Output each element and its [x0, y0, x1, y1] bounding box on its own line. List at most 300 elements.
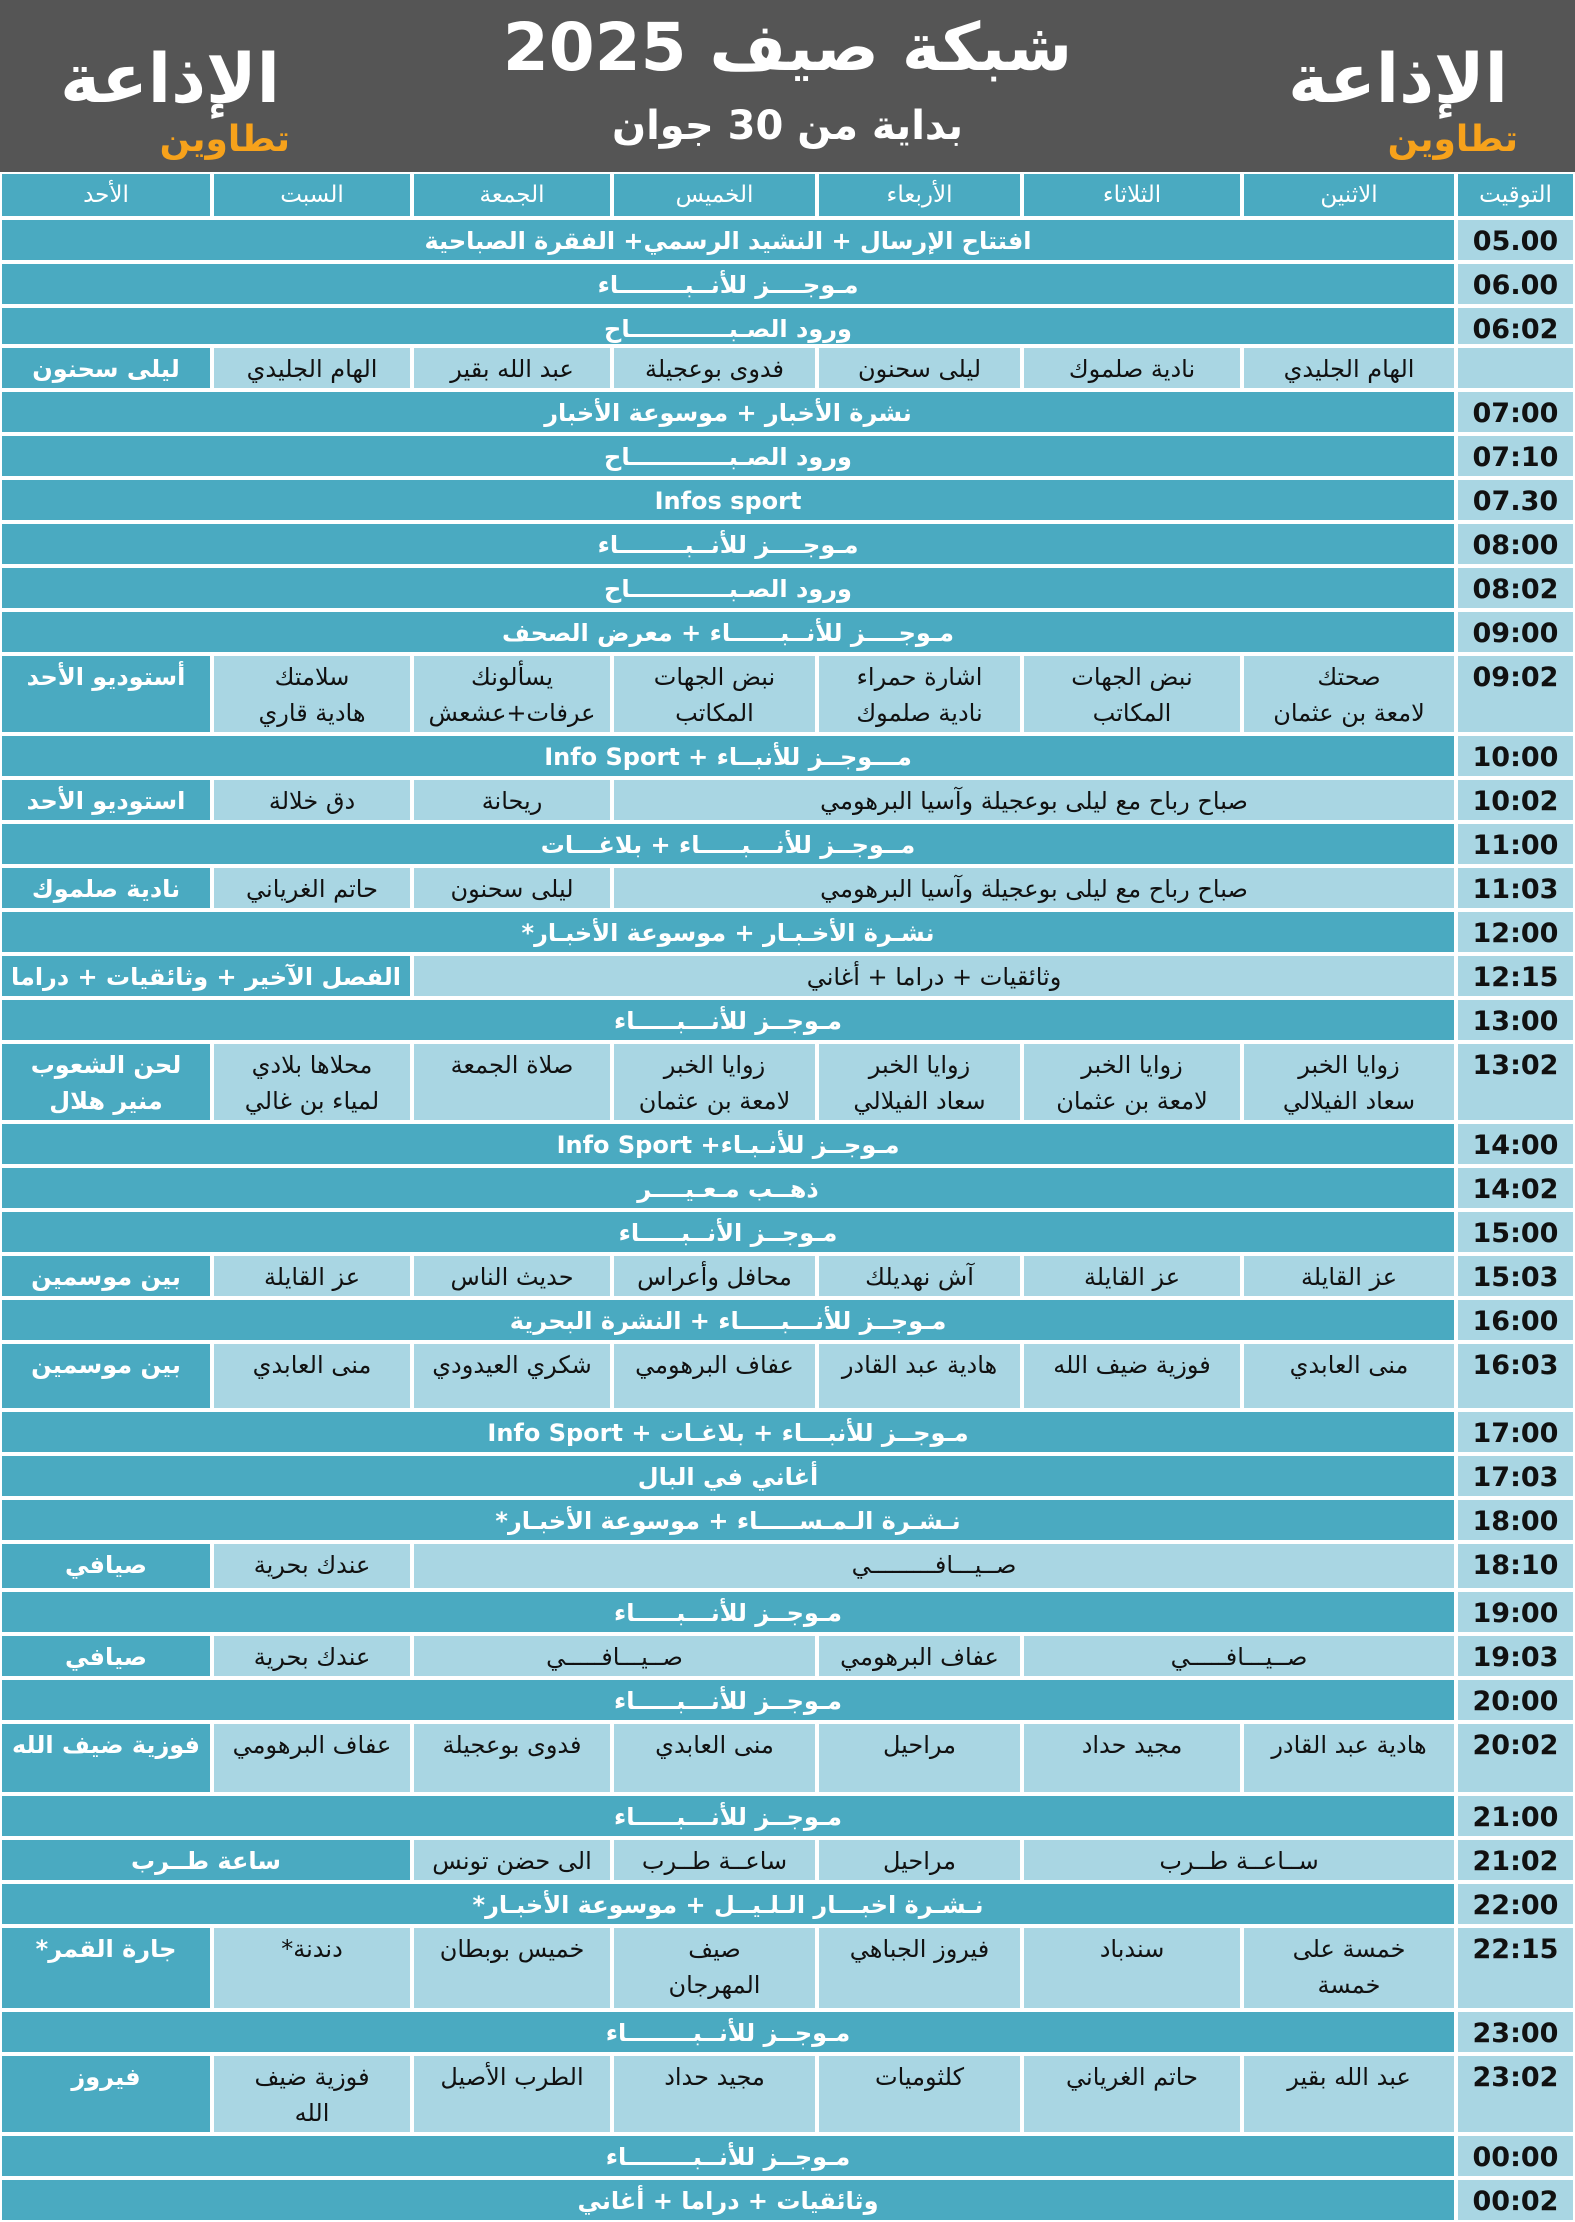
time-label: 10:02 — [1472, 786, 1559, 817]
cell-text-line: لامعة بن عثمان — [1273, 699, 1425, 727]
time-slot — [1456, 778, 1575, 822]
cell-text-line: الله — [294, 2099, 330, 2127]
logo-main-text: الإذاعة — [60, 40, 280, 119]
time-slot — [1456, 390, 1575, 434]
cell-text-line: فوزية ضيف — [254, 2063, 370, 2091]
cell-text-line: سندباد — [1099, 1935, 1165, 1963]
cell-text-line: سعاد الفيلالي — [853, 1087, 986, 1115]
program-cell — [412, 1634, 817, 1678]
cell-text-line: حديث الناس — [450, 1263, 574, 1291]
page-subtitle: بداية من 30 جوان — [611, 103, 964, 149]
program-cell — [0, 866, 212, 910]
cell-text-line: استوديو الأحد — [26, 787, 186, 815]
time-label: 14:02 — [1472, 1174, 1559, 1205]
radio-logo-right — [1268, 40, 1528, 160]
cell-text-line: فوزية ضيف الله — [12, 1731, 201, 1759]
program-cell — [1022, 1634, 1456, 1678]
cell-text-line: فدوى بوعجيلة — [644, 355, 785, 383]
program-cell — [0, 306, 1456, 346]
time-label: 17:00 — [1472, 1418, 1559, 1449]
program-cell — [612, 1042, 817, 1122]
cell-text-line: مـوجــز للأنـــبـــــاء — [613, 1687, 843, 1715]
cell-text-line: مراحيل — [882, 1731, 957, 1759]
cell-text-line: الى حضن تونس — [432, 1847, 592, 1875]
cell-text-line: لمياء بن غالي — [244, 1087, 380, 1115]
cell-text-line: صباح رباح مع ليلى بوعجيلة وآسيا البرهومي — [820, 787, 1248, 815]
cell-text-line: سعاد الفيلالي — [1282, 1087, 1416, 1115]
time-slot — [1456, 478, 1575, 522]
time-label: 11:00 — [1472, 830, 1559, 861]
program-cell — [1242, 1926, 1456, 2010]
program-cell — [0, 2178, 1456, 2222]
cell-text-line: دندنة* — [281, 1935, 343, 1963]
time-slot — [1456, 1926, 1575, 2010]
cell-text-line: عفاف البرهومي — [840, 1643, 999, 1671]
program-cell — [412, 1254, 612, 1298]
cell-text-line: مـوجــز الأنــبـــــاء — [618, 1219, 838, 1247]
program-cell — [0, 1838, 412, 1882]
column-header-time — [1456, 172, 1575, 218]
program-cell — [817, 1342, 1022, 1410]
program-cell — [0, 1926, 212, 2010]
cell-text-line: آش نهديلك — [865, 1263, 974, 1291]
program-cell — [0, 654, 212, 734]
program-cell — [817, 1042, 1022, 1122]
program-cell — [0, 822, 1456, 866]
time-slot — [1456, 1254, 1575, 1298]
time-label: 07:10 — [1472, 442, 1559, 473]
cell-text-line: عندك بحرية — [253, 1643, 371, 1671]
program-cell — [412, 866, 612, 910]
logo-sub-text: تطاوين — [1387, 119, 1518, 160]
cell-text-line: عز القايلة — [1083, 1263, 1181, 1291]
time-label: 08:00 — [1472, 530, 1559, 561]
program-cell — [817, 1254, 1022, 1298]
cell-text-line: نشرة الأخبار + موسوعة الأخبار — [544, 399, 912, 427]
time-label: 13:02 — [1472, 1050, 1559, 1081]
time-slot — [1456, 822, 1575, 866]
time-label: 17:03 — [1472, 1462, 1559, 1493]
cell-text-line: نبض الجهات — [1071, 663, 1193, 691]
cell-text-line: هادية قاري — [258, 699, 366, 727]
cell-text-line: خمسة على — [1292, 1935, 1406, 1963]
cell-text-line: سلامتك — [274, 663, 350, 691]
cell-text-line: محلاها بلادي — [251, 1051, 373, 1079]
column-header-day — [212, 172, 412, 218]
time-slot — [1456, 1794, 1575, 1838]
program-cell — [0, 566, 1456, 610]
cell-text-line: نشـرة الأخـبـار + موسوعة الأخبـار* — [521, 919, 935, 947]
cell-text-line: عز القايلة — [263, 1263, 361, 1291]
program-cell — [212, 1542, 412, 1590]
program-cell — [212, 1926, 412, 2010]
time-label: 00:02 — [1472, 2186, 1559, 2217]
time-label: 21:02 — [1472, 1846, 1559, 1877]
time-label: 10:00 — [1472, 742, 1559, 773]
program-cell — [1242, 1042, 1456, 1122]
cell-text-line: كلثوميات — [875, 2063, 965, 2091]
program-cell — [0, 1794, 1456, 1838]
program-cell — [817, 1634, 1022, 1678]
program-cell — [0, 1678, 1456, 1722]
cell-text-line: مـوجــز للأنـبـاء+ Info Sport — [556, 1131, 900, 1159]
time-slot — [1456, 434, 1575, 478]
program-cell — [0, 218, 1456, 262]
program-cell — [0, 1634, 212, 1678]
column-header-label: السبت — [280, 182, 344, 208]
time-slot — [1456, 954, 1575, 998]
program-cell — [1242, 654, 1456, 734]
program-cell — [0, 434, 1456, 478]
cell-text-line: صــيـــافـــــي — [1170, 1643, 1308, 1671]
program-cell — [817, 654, 1022, 734]
program-cell — [817, 1926, 1022, 2010]
cell-text-line: حاتم الغرياني — [1066, 2063, 1198, 2091]
cell-text-line: الهام الجليدي — [246, 355, 378, 383]
program-cell — [612, 1838, 817, 1882]
program-cell — [212, 346, 412, 390]
cell-text-line: منى العابدي — [252, 1351, 372, 1379]
program-cell — [817, 346, 1022, 390]
cell-text-line: ورود الصـبــــــــــــاح — [604, 575, 852, 603]
time-label: 06:02 — [1472, 314, 1559, 345]
time-label: 20:00 — [1472, 1686, 1559, 1717]
cell-text-line: منى العابدي — [655, 1731, 774, 1759]
program-cell — [1242, 1254, 1456, 1298]
program-cell — [1242, 346, 1456, 390]
time-slot — [1456, 1410, 1575, 1454]
cell-text-line: عبد الله بقير — [450, 355, 574, 383]
cell-text-line: لحن الشعوب — [30, 1051, 182, 1079]
program-cell — [0, 478, 1456, 522]
time-label: 22:15 — [1472, 1934, 1559, 1965]
time-label: 08:02 — [1472, 574, 1559, 605]
cell-text-line: مـوجــز للأنـــبـــــاء — [613, 1599, 843, 1627]
program-cell — [0, 1254, 212, 1298]
time-slot — [1456, 1298, 1575, 1342]
program-cell — [212, 654, 412, 734]
program-cell — [0, 1882, 1456, 1926]
program-cell — [0, 1166, 1456, 1210]
cell-text-line: مـوجــز للأنــبــــــــاء — [605, 2019, 851, 2047]
cell-text-line: عفاف البرهومي — [232, 1731, 392, 1759]
cell-text-line: مجيد حداد — [1081, 1731, 1183, 1759]
program-cell — [1022, 1926, 1242, 2010]
cell-text-line: لامعة بن عثمان — [638, 1087, 791, 1115]
program-cell — [817, 2054, 1022, 2134]
time-slot — [1456, 1678, 1575, 1722]
cell-text-line: اشارة حمراء — [856, 663, 983, 691]
cell-text-line: حاتم الغرياني — [246, 875, 378, 903]
cell-text-line: منير هلال — [49, 1087, 163, 1115]
program-cell — [0, 1410, 1456, 1454]
column-header-day — [0, 172, 212, 218]
cell-text-line: منى العابدي — [1289, 1351, 1409, 1379]
program-cell — [412, 1722, 612, 1794]
program-cell — [0, 2054, 212, 2134]
time-label: 00:00 — [1472, 2142, 1559, 2173]
cell-text-line: مـوجــــز للأنــبــــــــاء — [597, 271, 859, 299]
time-slot — [1456, 1838, 1575, 1882]
time-slot — [1456, 1634, 1575, 1678]
program-cell — [1022, 2054, 1242, 2134]
time-slot — [1456, 1590, 1575, 1634]
cell-text-line: زوايا الخبر — [868, 1051, 971, 1079]
time-slot — [1456, 262, 1575, 306]
cell-text-line: أغاني في البال — [637, 1463, 819, 1491]
program-cell — [612, 346, 817, 390]
logo-sub-text: تطاوين — [159, 119, 290, 160]
cell-text-line: مجيد حداد — [664, 2063, 765, 2091]
cell-text-line: شكري العيدودي — [432, 1351, 592, 1379]
cell-text-line: صيافي — [65, 1643, 147, 1671]
column-header-day — [817, 172, 1022, 218]
program-cell — [0, 1042, 212, 1122]
column-header-day — [612, 172, 817, 218]
cell-text-line: ورود الصـبــــــــــــاح — [604, 315, 852, 343]
time-label: 09:02 — [1472, 662, 1559, 693]
cell-text-line: زوايا الخبر — [1298, 1051, 1400, 1079]
program-cell — [0, 346, 212, 390]
page-header — [0, 0, 1575, 172]
time-slot — [1456, 522, 1575, 566]
program-cell — [1242, 2054, 1456, 2134]
cell-text-line: صلاة الجمعة — [450, 1051, 574, 1079]
program-cell — [817, 1838, 1022, 1882]
cell-text-line: صيف — [688, 1935, 741, 1963]
time-label: 13:00 — [1472, 1006, 1559, 1037]
cell-text-line: نادية صلموك — [856, 699, 983, 727]
program-cell — [0, 1122, 1456, 1166]
cell-text-line: مـوجــــز للأنــبــــــــاء — [597, 531, 859, 559]
program-cell — [612, 778, 1456, 822]
program-cell — [0, 1298, 1456, 1342]
cell-text-line: لامعة بن عثمان — [1056, 1087, 1208, 1115]
cell-text-line: محافل وأعراس — [637, 1263, 792, 1291]
time-slot — [1456, 1042, 1575, 1122]
cell-text-line: مـــوجــز للأنبــاء + Info Sport — [544, 743, 912, 771]
program-cell — [612, 654, 817, 734]
program-cell — [612, 2054, 817, 2134]
cell-text-line: الطرب الأصيل — [440, 2063, 584, 2091]
cell-text-line: هادية عبد القادر — [841, 1351, 998, 1379]
cell-text-line: نـشـرة الـمـســـــاء + موسوعة الأخبـار* — [495, 1507, 961, 1535]
cell-text-line: مـوجــز للأنـــبـــــاء — [613, 1803, 843, 1831]
program-cell — [412, 1542, 1456, 1590]
program-cell — [412, 1042, 612, 1122]
column-header-day — [1022, 172, 1242, 218]
program-cell — [0, 734, 1456, 778]
cell-text-line: عندك بحرية — [253, 1551, 371, 1579]
program-cell — [1022, 1254, 1242, 1298]
cell-text-line: فوزية ضيف الله — [1053, 1351, 1211, 1379]
program-cell — [412, 954, 1456, 998]
program-cell — [212, 1722, 412, 1794]
program-cell — [1022, 1342, 1242, 1410]
time-slot — [1456, 346, 1575, 390]
cell-text-line: ليلى سحنون — [450, 875, 574, 903]
program-cell — [0, 1498, 1456, 1542]
cell-text-line: مـوجــز للأنبـــاء + بلاغـات + Info Sport — [487, 1419, 969, 1447]
cell-text-line: فيروز الجباهي — [849, 1935, 990, 1963]
cell-text-line: وثائقيات + دراما + أغاني — [577, 2187, 879, 2215]
program-cell — [1022, 1722, 1242, 1794]
program-cell — [1242, 1342, 1456, 1410]
cell-text-line: عز القايلة — [1300, 1263, 1398, 1291]
time-label: 15:03 — [1472, 1262, 1559, 1293]
cell-text-line: مـوجــز للأنـــبـــــاء — [613, 1007, 843, 1035]
program-cell — [0, 998, 1456, 1042]
program-cell — [412, 346, 612, 390]
time-label: 16:03 — [1472, 1350, 1559, 1381]
time-label: 14:00 — [1472, 1130, 1559, 1161]
program-cell — [212, 1634, 412, 1678]
cell-text-line: فيروز — [71, 2063, 141, 2091]
cell-text-line: مــوجــز للأنـــبـــــاء + بلاغـــات — [540, 831, 916, 859]
radio-logo-left — [40, 40, 300, 160]
program-cell — [0, 522, 1456, 566]
time-slot — [1456, 734, 1575, 778]
time-label: 07:00 — [1472, 398, 1559, 429]
time-label: 18:10 — [1472, 1550, 1559, 1581]
program-cell — [212, 2054, 412, 2134]
time-slot — [1456, 1166, 1575, 1210]
cell-text-line: زوايا الخبر — [1081, 1051, 1183, 1079]
program-cell — [0, 1542, 212, 1590]
time-label: 07.30 — [1472, 486, 1559, 517]
cell-text-line: بين موسمين — [31, 1263, 181, 1291]
cell-text-line: المكاتب — [1092, 699, 1172, 727]
program-cell — [412, 2054, 612, 2134]
page-title: شبكة صيف 2025 — [502, 9, 1073, 86]
logo-main-text: الإذاعة — [1288, 40, 1508, 119]
program-cell — [612, 1254, 817, 1298]
cell-text-line: بين موسمين — [31, 1351, 181, 1379]
time-slot — [1456, 1122, 1575, 1166]
time-label: 21:00 — [1472, 1802, 1559, 1833]
cell-text-line: صحتك — [1317, 663, 1381, 691]
cell-text-line: صيافي — [65, 1551, 147, 1579]
cell-text-line: ليلى سحنون — [858, 355, 981, 383]
column-header-label: الخميس — [675, 182, 754, 208]
cell-text-line: نـشـرة اخبـــار الـلـيــل + موسوعة الأخبـار* — [472, 1891, 984, 1919]
cell-text-line: دق خلالة — [268, 787, 356, 815]
time-label: 16:00 — [1472, 1306, 1559, 1337]
program-cell — [0, 954, 412, 998]
time-label: 23:02 — [1472, 2062, 1559, 2093]
column-header-day — [1242, 172, 1456, 218]
program-cell — [212, 1342, 412, 1410]
program-cell — [412, 1926, 612, 2010]
time-slot — [1456, 654, 1575, 734]
program-cell — [817, 1722, 1022, 1794]
program-cell — [0, 778, 212, 822]
program-cell — [212, 1254, 412, 1298]
program-cell — [0, 1210, 1456, 1254]
time-slot — [1456, 866, 1575, 910]
time-slot — [1456, 1882, 1575, 1926]
cell-text-line: الهام الجليدي — [1283, 355, 1415, 383]
column-header-label: الجمعة — [479, 182, 545, 208]
cell-text-line: المهرجان — [668, 1971, 761, 1999]
time-label: 09:00 — [1472, 618, 1559, 649]
program-cell — [212, 866, 412, 910]
time-slot — [1456, 218, 1575, 262]
time-slot — [1456, 1210, 1575, 1254]
program-cell — [412, 778, 612, 822]
program-cell — [1022, 1042, 1242, 1122]
program-cell — [0, 2134, 1456, 2178]
program-cell — [612, 866, 1456, 910]
time-slot — [1456, 998, 1575, 1042]
column-header-label: الأحد — [83, 182, 129, 208]
cell-text-line: صــيـــافـــــــــي — [851, 1551, 1017, 1579]
time-label: 19:00 — [1472, 1598, 1559, 1629]
cell-text-line: خميس بوبطان — [439, 1935, 585, 1963]
program-cell — [412, 654, 612, 734]
cell-text-line: صباح رباح مع ليلى بوعجيلة وآسيا البرهومي — [820, 875, 1248, 903]
cell-text-line: أستوديو الأحد — [26, 663, 186, 691]
time-label: 20:02 — [1472, 1730, 1559, 1761]
cell-text-line: نبض الجهات — [653, 663, 776, 691]
program-cell — [612, 1926, 817, 2010]
cell-text-line: زوايا الخبر — [663, 1051, 766, 1079]
time-label: 22:00 — [1472, 1890, 1559, 1921]
program-cell — [0, 262, 1456, 306]
time-label: 18:00 — [1472, 1506, 1559, 1537]
cell-text-line: Infos sport — [654, 487, 802, 515]
program-cell — [0, 610, 1456, 654]
cell-text-line: الفصل الآخير + وثائقيات + دراما — [10, 963, 402, 991]
cell-text-line: فدوى بوعجيلة — [442, 1731, 582, 1759]
time-label: 23:00 — [1472, 2018, 1559, 2049]
column-header-label: الاثنين — [1320, 182, 1378, 208]
time-slot — [1456, 2134, 1575, 2178]
cell-text-line: افتتاح الإرسال + النشيد الرسمي+ الفقرة الصباحية — [424, 227, 1032, 255]
time-label: 06.00 — [1472, 270, 1559, 301]
cell-text-line: صــيـــافـــــي — [546, 1643, 683, 1671]
cell-text-line: عرفات+عشعش — [428, 699, 596, 727]
column-header-label: الأربعاء — [886, 182, 953, 208]
cell-text-line: هادية عبد القادر — [1271, 1731, 1427, 1759]
cell-text-line: مراحيل — [882, 1847, 957, 1875]
cell-text-line: ساعة طــرب — [131, 1847, 281, 1875]
time-slot — [1456, 2178, 1575, 2222]
time-label: 12:15 — [1472, 962, 1559, 993]
time-slot — [1456, 1454, 1575, 1498]
cell-text-line: عفاف البرهومي — [635, 1351, 794, 1379]
program-cell — [0, 1590, 1456, 1634]
time-slot — [1456, 610, 1575, 654]
cell-text-line: مـوجــز للأنـــبـــــاء + النشرة البحرية — [509, 1307, 947, 1335]
program-cell — [0, 2010, 1456, 2054]
program-cell — [0, 390, 1456, 434]
program-cell — [0, 910, 1456, 954]
column-header-label: الثلاثاء — [1102, 182, 1162, 208]
column-header-label: التوقيت — [1479, 182, 1552, 208]
time-slot — [1456, 306, 1575, 346]
time-slot — [1456, 2010, 1575, 2054]
cell-text-line: مـوجــــز للأنــبــــــاء + معرض الصحف — [502, 619, 955, 647]
program-cell — [1022, 654, 1242, 734]
program-cell — [1242, 1722, 1456, 1794]
cell-text-line: عبد الله بقير — [1287, 2063, 1411, 2091]
cell-text-line: يسألونك — [470, 663, 554, 691]
time-slot — [1456, 566, 1575, 610]
program-cell — [412, 1342, 612, 1410]
cell-text-line: ليلى سحنون — [32, 355, 180, 383]
cell-text-line: مـوجــز للأنــبــــــــاء — [605, 2143, 851, 2171]
